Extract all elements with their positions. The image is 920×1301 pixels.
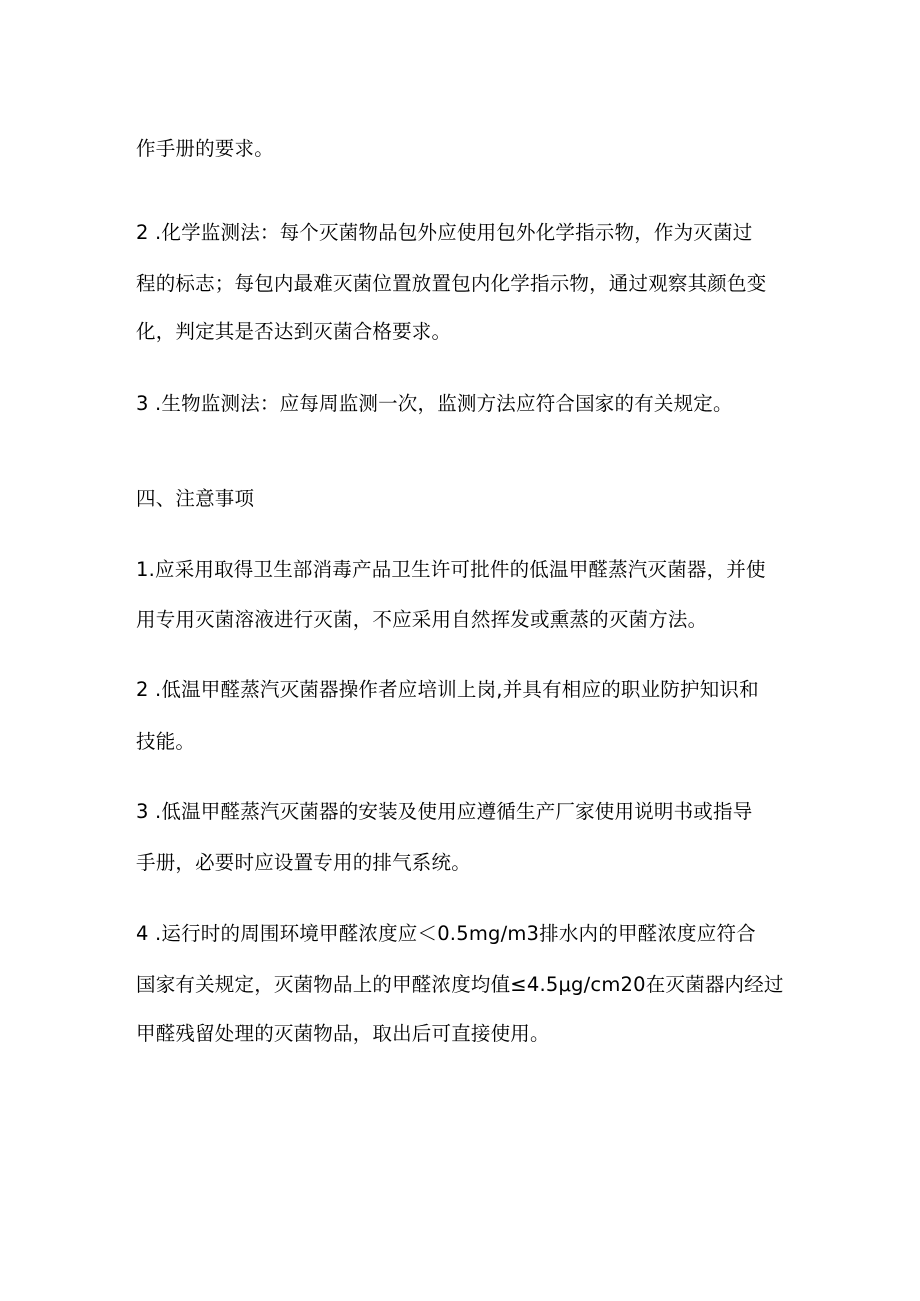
text-line-chemical-monitoring: 2 .化学监测法：每个灭菌物品包外应使用包外化学指示物，作为灭菌过: [136, 221, 753, 244]
text-line: 手册，必要时应设置专用的排气系统。: [136, 851, 471, 874]
text-line: 用专用灭菌溶液进行灭菌，不应采用自然挥发或熏蒸的灭菌方法。: [136, 608, 708, 631]
text-line-note-4: 4 .运行时的周围环境甲醛浓度应＜0.5mg∕m3排水内的甲醛浓度应符合: [136, 922, 756, 945]
text-line: 程的标志；每包内最难灭菌位置放置包内化学指示物，通过观察其颜色变: [136, 272, 767, 295]
text-line-note-2: 2 .低温甲醛蒸汽灭菌器操作者应培训上岗,并具有相应的职业防护知识和: [136, 678, 759, 701]
text-line: 技能。: [136, 730, 196, 753]
text-line-continuation: 作手册的要求。: [136, 137, 274, 160]
section-heading: 四、注意事项: [136, 487, 255, 510]
text-line: 化，判定其是否达到灭菌合格要求。: [136, 320, 452, 343]
text-line-note-3: 3 .低温甲醛蒸汽灭菌器的安装及使用应遵循生产厂家使用说明书或指导: [136, 800, 753, 823]
text-line: 甲醛残留处理的灭菌物品，取出后可直接使用。: [136, 1022, 550, 1045]
text-line: 国家有关规定，灭菌物品上的甲醛浓度均值≤4.5μg∕cm20在灭菌器内经过: [136, 973, 784, 996]
text-line-note-1: 1.应采用取得卫生部消毒产品卫生许可批件的低温甲醛蒸汽灭菌器，并使: [136, 558, 766, 581]
text-line-biological-monitoring: 3 .生物监测法：应每周监测一次，监测方法应符合国家的有关规定。: [136, 392, 733, 415]
